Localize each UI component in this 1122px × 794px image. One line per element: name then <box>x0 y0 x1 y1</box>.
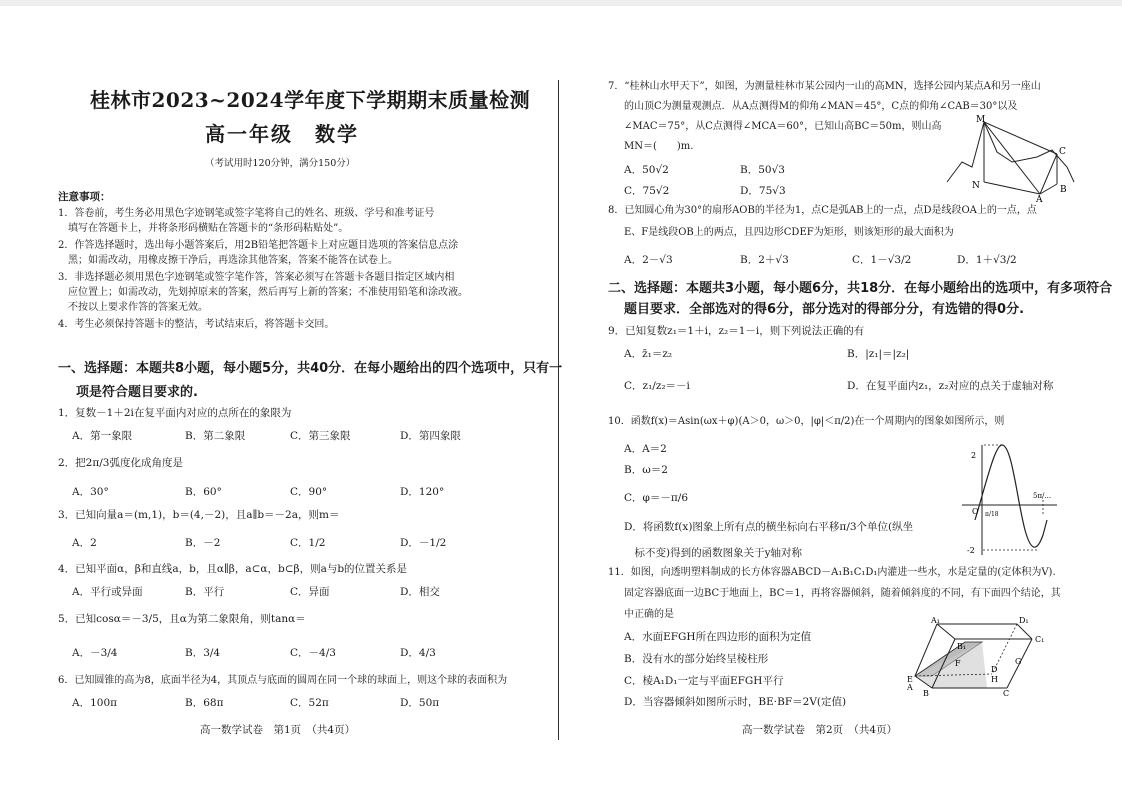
note-line: 应位置上；如需改动，先划掉原来的答案，然后再写上新的答案；不准使用铅笔和涂改液。 <box>58 287 468 298</box>
note-line: 3．非选择题必须用黑色字迹钢笔或签字笔作答，答案必须写在答题卡各题目指定区域内相 <box>58 272 455 283</box>
question-line: 7．“桂林山水甲天下”，如图，为测量桂林市某公园内一山的高MN，选择公园内某点A和另一座山 <box>608 81 1041 92</box>
option: A．2－√3 <box>624 254 673 266</box>
question-line: 的山顶C为测量观测点．从A点测得M的仰角∠MAN＝45°，C点的仰角∠CAB＝30°以及 <box>624 101 1018 112</box>
label-B1: B₁ <box>957 642 967 651</box>
y-tick-bottom: -2 <box>967 546 975 555</box>
exam-subtitle: 高一年级 数学 <box>205 122 359 146</box>
option: B．3/4 <box>185 647 221 659</box>
label-B: B <box>1060 185 1067 195</box>
option: B．50√3 <box>740 164 785 176</box>
option: C．φ＝－π/6 <box>624 492 689 504</box>
origin-label: O <box>972 507 979 516</box>
label-G: G <box>1015 657 1022 666</box>
option: C．1/2 <box>290 537 326 549</box>
option: D．4/3 <box>400 647 436 659</box>
option: D．相交 <box>400 586 440 598</box>
label-A1: A₁ <box>931 616 940 625</box>
option: A．100π <box>72 697 118 709</box>
option: C．异面 <box>290 586 330 598</box>
option: D．将函数f(x)图象上所有点的横坐标向右平移π/3个单位(纵坐 <box>624 521 914 533</box>
section1-heading: 一、选择题：本题共8小题，每小题5分，共40分．在每小题给出的四个选项中，只有一 <box>58 361 563 376</box>
label-C1: C₁ <box>1035 635 1045 644</box>
section1-heading-cont: 项是符合题目要求的. <box>76 385 198 400</box>
option: B．60° <box>185 486 222 498</box>
option: B．|z₁|＝|z₂| <box>847 348 910 360</box>
option: B．68π <box>185 697 224 709</box>
option: B．平行 <box>185 586 225 598</box>
option: C．棱A₁D₁一定与平面EFGH平行 <box>624 675 784 687</box>
option: A．50√2 <box>624 164 669 176</box>
option: A．－3/4 <box>72 647 118 659</box>
question-stem: 10．函数f(x)＝Asin(ωx＋φ)(A＞0，ω＞0，|φ|＜π/2)在一个周期内的图象如图所示，则 <box>608 416 1005 427</box>
question-line: MN＝( )m. <box>624 141 694 152</box>
page-footer: 高一数学试卷 第2页 （共4页） <box>742 724 898 736</box>
label-N: N <box>972 181 980 191</box>
note-line: 2．作答选择题时，选出每小题答案后，用2B铅笔把答题卡上对应题目选项的答案信息点涂 <box>58 240 459 251</box>
option: A．第一象限 <box>72 430 133 442</box>
question-stem: 5．已知cosα＝－3/5，且α为第二象限角，则tanα＝ <box>58 613 306 625</box>
right-page <box>562 0 1122 794</box>
time-note: （考试用时120分钟，满分150分） <box>205 158 356 169</box>
mountain-figure <box>942 112 1082 202</box>
label-H: H <box>991 675 998 684</box>
x-tick-b: 5π/... <box>1033 492 1052 500</box>
option: C．1－√3/2 <box>852 254 912 266</box>
note-line: 1．答卷前，考生务必用黑色字迹钢笔或签字笔将自己的姓名、班级、学号和准考证号 <box>58 208 435 219</box>
option: C．z₁/z₂＝－i <box>624 380 690 392</box>
note-line: 不按以上要求作答的答案无效。 <box>58 302 208 313</box>
sine-graph <box>957 440 1062 558</box>
note-line: 填写在答题卡上，并将条形码横贴在答题卡的“条形码粘贴处”。 <box>58 223 349 234</box>
question-line: 固定容器底面一边BC于地面上，BC＝1，再将容器倾斜，随着倾斜度的不同，有下面四个结论，其 <box>624 588 1061 599</box>
label-A: A <box>907 683 913 692</box>
option: C．52π <box>290 697 329 709</box>
label-D: D <box>991 665 998 674</box>
question-line: E、F是线段OB上的两点，且四边形CDEF为矩形，则该矩形的最大面积为 <box>624 227 954 238</box>
option: B．－2 <box>185 537 221 549</box>
y-tick-top: 2 <box>971 451 977 460</box>
option: D．在复平面内z₁，z₂对应的点关于虚轴对称 <box>847 380 1054 392</box>
question-stem: 2．把2π/3弧度化成角度是 <box>58 457 183 469</box>
option: A．平行或异面 <box>72 586 143 598</box>
question-stem: 3．已知向量a＝(m,1)，b＝(4,－2)，且a∥b＝－2a，则m＝ <box>58 509 340 521</box>
question-stem: 1．复数－1＋2i在复平面内对应的点所在的象限为 <box>58 407 292 419</box>
option: D．第四象限 <box>400 430 461 442</box>
question-stem: 4．已知平面α，β和直线a，b，且α∥β，a⊂α，b⊂β，则a与b的位置关系是 <box>58 563 408 575</box>
box-figure <box>907 614 1062 696</box>
option: B．2＋√3 <box>740 254 789 266</box>
x-tick-a: π/18 <box>985 511 999 518</box>
label-E: E <box>907 675 913 684</box>
label-C: C <box>1059 147 1066 157</box>
option: A．水面EFGH所在四边形的面积为定值 <box>624 631 812 643</box>
option: D．50π <box>400 697 440 709</box>
question-line: 中正确的是 <box>624 609 674 620</box>
note-line: 黑；如需改动，用橡皮擦干净后，再选涂其他答案，答案不能答在试卷上。 <box>58 255 398 266</box>
option: C．75√2 <box>624 185 670 197</box>
option: A．z̄₁＝z₂ <box>624 348 673 360</box>
option: D．当容器倾斜如图所示时，BE·BF＝2V(定值) <box>624 696 847 708</box>
label-A: A <box>1036 195 1043 202</box>
question-line: 8．已知圆心角为30°的扇形AOB的半径为1，点C是弧AB上的一点，点D是线段OA上的一点，点 <box>608 205 1037 216</box>
option: D．－1/2 <box>400 537 447 549</box>
option: 标不变)得到的函数图象关于y轴对称 <box>624 547 803 559</box>
option: B．ω＝2 <box>624 464 668 476</box>
question-stem: 6．已知圆锥的高为8，底面半径为4，其顶点与底面的圆周在同一个球的球面上，则这个球的表面积为 <box>58 675 508 686</box>
option: D．120° <box>400 486 445 498</box>
option: C．第三象限 <box>290 430 351 442</box>
question-line: ∠MAC＝75°，从C点测得∠MCA＝60°，已知山高BC＝50m，则山高 <box>624 121 942 132</box>
option: A．2 <box>72 537 97 549</box>
option: B．没有水的部分始终呈棱柱形 <box>624 653 769 665</box>
option: C．－4/3 <box>290 647 336 659</box>
label-D1: D₁ <box>1019 616 1029 625</box>
option: C．90° <box>290 486 328 498</box>
section2-heading: 二、选择题：本题共3小题，每小题6分，共18分．在每小题给出的选项中，有多项符合 <box>608 281 1113 296</box>
option: A．30° <box>72 486 109 498</box>
notes-heading: 注意事项： <box>58 191 111 203</box>
note-line: 4．考生必须保持答题卡的整洁，考试结束后，将答题卡交回。 <box>58 319 335 330</box>
question-line: 11．如图，向透明塑料制成的长方体容器ABCD－A₁B₁C₁D₁内灌进一些水，水是定量的(定体积为V). <box>608 567 1056 578</box>
section2-heading-cont: 题目要求．全部选对的得6分，部分选对的得部分分，有选错的得0分. <box>624 302 1025 317</box>
question-stem: 9．已知复数z₁＝1＋i，z₂＝1－i，则下列说法正确的有 <box>608 325 865 337</box>
option: A．A＝2 <box>624 443 667 455</box>
label-C: C <box>1003 689 1010 696</box>
label-F: F <box>955 659 961 668</box>
label-B: B <box>923 689 929 696</box>
option: B．第二象限 <box>185 430 246 442</box>
exam-title: 桂林市2023~2024学年度下学期期末质量检测 <box>90 88 531 112</box>
option: D．1＋√3/2 <box>957 254 1017 266</box>
page-footer: 高一数学试卷 第1页 （共4页） <box>200 724 356 736</box>
label-M: M <box>976 115 986 125</box>
option: D．75√3 <box>740 185 786 197</box>
